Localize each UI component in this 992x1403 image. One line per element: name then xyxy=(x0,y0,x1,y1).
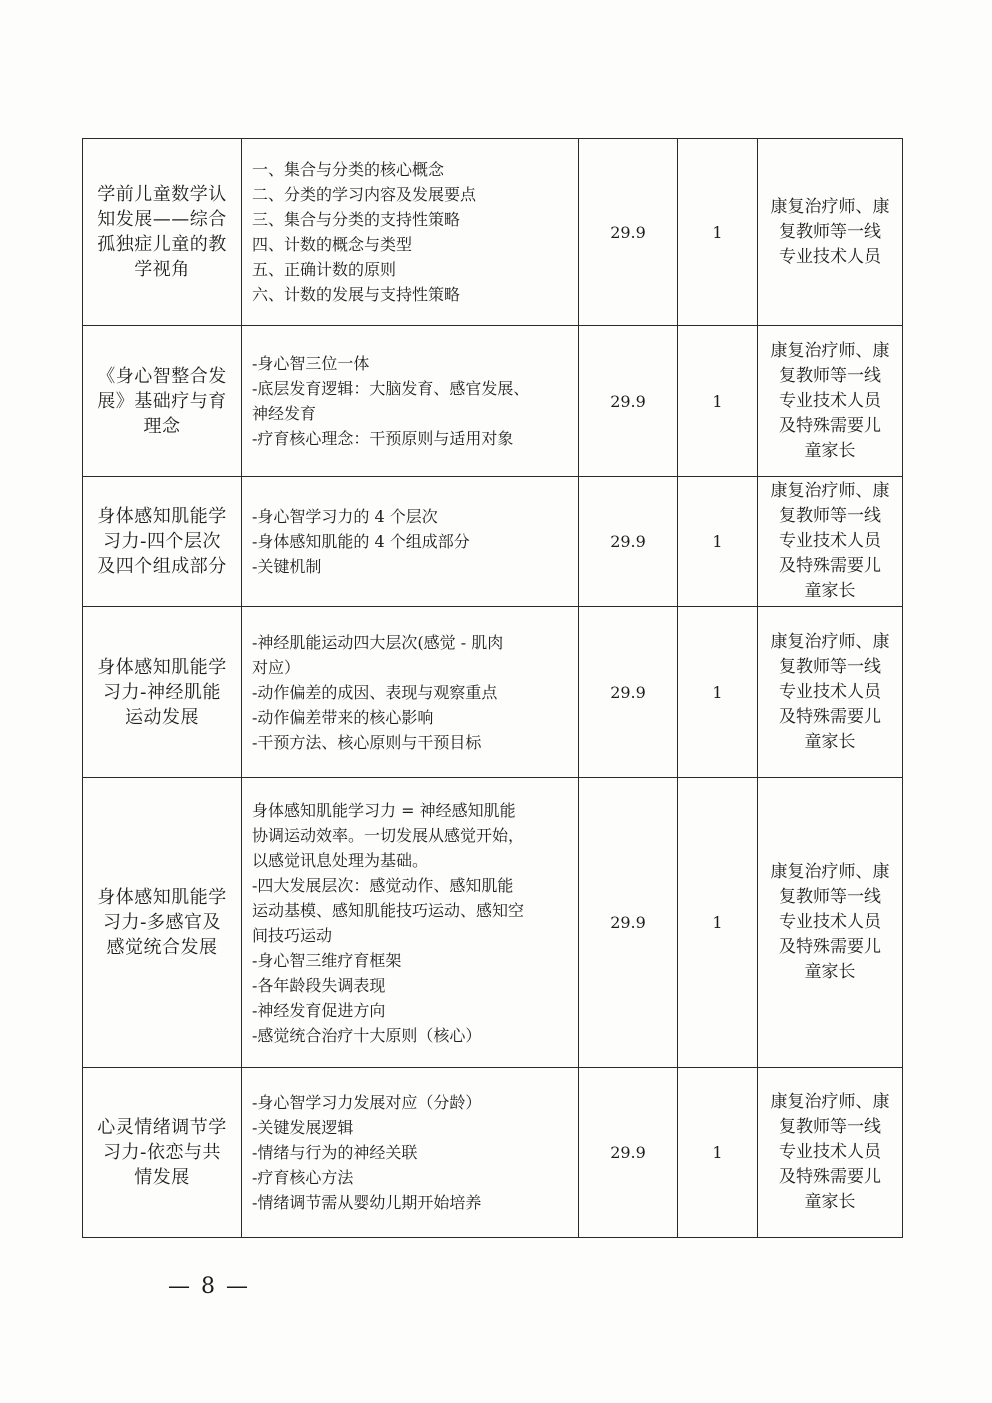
audience-line: 复教师等一线 xyxy=(779,221,881,242)
audience-line: 康复治疗师、康 xyxy=(770,340,890,361)
course-content-line: -疗育核心方法 xyxy=(252,1168,354,1187)
course-title-line: 身体感知肌能学 xyxy=(97,656,227,678)
course-title-line: 感觉统合发展 xyxy=(106,937,218,958)
audience-line: 康复治疗师、康 xyxy=(770,1092,890,1112)
course-credit-cell: 1 xyxy=(678,1068,758,1238)
course-content-cell xyxy=(242,607,579,778)
course-content-line: 一、集合与分类的核心概念 xyxy=(252,160,445,179)
table-row xyxy=(83,139,903,326)
course-table xyxy=(82,138,903,1238)
page-number: — 8 — xyxy=(168,1274,250,1299)
audience-line: 童家长 xyxy=(804,581,856,601)
course-content-line: -身心智学习力发展对应（分龄） xyxy=(252,1093,482,1112)
audience-line: 童家长 xyxy=(804,1192,856,1212)
course-content-line: -神经发育促进方向 xyxy=(252,1000,386,1020)
course-content-line: 身体感知肌能学习力 = 神经感知肌能 xyxy=(252,800,516,820)
course-content-line: -动作偏差带来的核心影响 xyxy=(252,707,434,727)
course-title-line: 习力-依恋与共 xyxy=(103,1142,221,1163)
course-title-line: 展》基础疗与育 xyxy=(97,390,227,412)
course-hours-cell: 29.9 xyxy=(579,326,678,477)
audience-line: 复教师等一线 xyxy=(779,656,881,677)
table-row xyxy=(83,1068,903,1238)
audience-line: 复教师等一线 xyxy=(779,506,881,526)
course-content-line: 运动基模、感知肌能技巧运动、感知空 xyxy=(252,900,525,920)
course-title-line: 身体感知肌能学 xyxy=(97,506,227,527)
course-audience-cell xyxy=(758,477,903,607)
audience-line: 童家长 xyxy=(804,731,856,752)
course-title-line: 心灵情绪调节学 xyxy=(97,1117,227,1138)
course-content-line: -感觉统合治疗十大原则（核心） xyxy=(252,1025,482,1045)
course-hours-cell: 29.9 xyxy=(579,477,678,607)
course-content-line: -身体感知肌能的 4 个组成部分 xyxy=(252,532,470,551)
course-hours-cell: 29.9 xyxy=(579,139,678,326)
audience-line: 康复治疗师、康 xyxy=(770,481,890,501)
course-hours-cell: 29.9 xyxy=(579,607,678,778)
audience-line: 复教师等一线 xyxy=(779,365,881,386)
course-title-cell xyxy=(83,1068,242,1238)
course-audience-cell xyxy=(758,607,903,778)
course-credit-cell: 1 xyxy=(678,477,758,607)
course-title-line: 运动发展 xyxy=(125,706,199,728)
course-content-line: -身心智三位一体 xyxy=(252,354,370,373)
audience-line: 康复治疗师、康 xyxy=(770,196,890,217)
audience-line: 复教师等一线 xyxy=(779,1117,881,1137)
course-content-line: 六、计数的发展与支持性策略 xyxy=(252,285,461,304)
audience-line: 专业技术人员 xyxy=(779,390,881,411)
course-content-line: -干预方法、核心原则与干预目标 xyxy=(252,732,482,752)
course-credit-cell: 1 xyxy=(678,607,758,778)
course-title-line: 习力-神经肌能 xyxy=(103,681,221,703)
audience-line: 及特殊需要儿 xyxy=(779,556,881,576)
course-content-line: -神经肌能运动四大层次(感觉 - 肌肉 xyxy=(252,632,504,652)
audience-line: 及特殊需要儿 xyxy=(779,1167,881,1187)
audience-line: 专业技术人员 xyxy=(779,531,881,551)
course-content-line: 二、分类的学习内容及发展要点 xyxy=(252,185,477,204)
course-content-line: 间技巧运动 xyxy=(252,925,333,945)
course-title-cell xyxy=(83,139,242,326)
course-credit-cell: 1 xyxy=(678,778,758,1068)
audience-line: 康复治疗师、康 xyxy=(770,631,890,652)
course-title-line: 习力-多感官及 xyxy=(103,912,221,933)
course-content-line: -关键机制 xyxy=(252,557,322,576)
table-row xyxy=(83,326,903,477)
audience-line: 专业技术人员 xyxy=(779,681,881,702)
course-content-cell xyxy=(242,477,579,607)
course-content-cell xyxy=(242,326,579,477)
course-content-line: -疗育核心理念：干预原则与适用对象 xyxy=(252,429,514,448)
course-credit-cell: 1 xyxy=(678,139,758,326)
course-title-line: 孤独症儿童的教 xyxy=(97,234,227,255)
course-content-line: 四、计数的概念与类型 xyxy=(252,235,413,254)
table-row xyxy=(83,477,903,607)
course-content-line: -底层发育逻辑：大脑发育、感官发展、 xyxy=(252,379,530,398)
course-content-line: -各年龄段失调表现 xyxy=(252,975,386,995)
course-content-line: 以感觉讯息处理为基础。 xyxy=(252,850,429,870)
course-content-line: 三、集合与分类的支持性策略 xyxy=(252,210,461,229)
course-title-line: 理念 xyxy=(143,415,181,437)
course-audience-cell xyxy=(758,326,903,477)
course-hours-cell: 29.9 xyxy=(579,1068,678,1238)
course-title-line: 习力-四个层次 xyxy=(103,531,221,552)
table-row xyxy=(83,778,903,1068)
audience-line: 及特殊需要儿 xyxy=(779,706,881,727)
course-content-line: -情绪调节需从婴幼儿期开始培养 xyxy=(252,1193,482,1212)
course-content-cell xyxy=(242,1068,579,1238)
course-title-line: 及四个组成部分 xyxy=(97,556,227,577)
course-credit-cell: 1 xyxy=(678,326,758,477)
course-content-line: 神经发育 xyxy=(252,404,317,423)
course-content-line: -身心智三维疗育框架 xyxy=(252,950,402,970)
course-title-line: 知发展——综合 xyxy=(97,209,227,230)
course-content-line: 协调运动效率。一切发展从感觉开始， xyxy=(252,825,525,845)
audience-line: 专业技术人员 xyxy=(779,246,881,267)
course-title-line: 学前儿童数学认 xyxy=(97,184,227,205)
audience-line: 康复治疗师、康 xyxy=(770,862,890,882)
course-title-cell xyxy=(83,326,242,477)
course-hours-cell: 29.9 xyxy=(579,778,678,1068)
course-content-line: -关键发展逻辑 xyxy=(252,1118,354,1137)
audience-line: 复教师等一线 xyxy=(779,887,881,907)
course-audience-cell xyxy=(758,1068,903,1238)
course-title-cell xyxy=(83,778,242,1068)
audience-line: 童家长 xyxy=(804,440,856,461)
course-title-cell xyxy=(83,607,242,778)
course-content-line: 五、正确计数的原则 xyxy=(252,260,397,279)
table-row xyxy=(83,607,903,778)
course-title-line: 身体感知肌能学 xyxy=(97,887,227,908)
course-content-cell xyxy=(242,139,579,326)
course-content-line: -四大发展层次：感觉动作、感知肌能 xyxy=(252,875,514,895)
audience-line: 及特殊需要儿 xyxy=(779,937,881,957)
course-content-cell xyxy=(242,778,579,1068)
course-audience-cell xyxy=(758,778,903,1068)
course-audience-cell xyxy=(758,139,903,326)
audience-line: 专业技术人员 xyxy=(779,912,881,932)
course-content-line: -身心智学习力的 4 个层次 xyxy=(252,507,438,526)
audience-line: 及特殊需要儿 xyxy=(779,415,881,436)
course-content-line: -情绪与行为的神经关联 xyxy=(252,1143,418,1162)
course-content-line: -动作偏差的成因、表现与观察重点 xyxy=(252,682,498,702)
audience-line: 童家长 xyxy=(804,962,856,982)
course-title-line: 情发展 xyxy=(134,1167,190,1188)
course-content-line: 对应） xyxy=(252,657,301,677)
course-title-line: 学视角 xyxy=(134,259,190,280)
audience-line: 专业技术人员 xyxy=(779,1142,881,1162)
course-title-cell xyxy=(83,477,242,607)
course-table-body xyxy=(83,139,903,1238)
course-title-line: 《身心智整合发 xyxy=(97,365,227,387)
